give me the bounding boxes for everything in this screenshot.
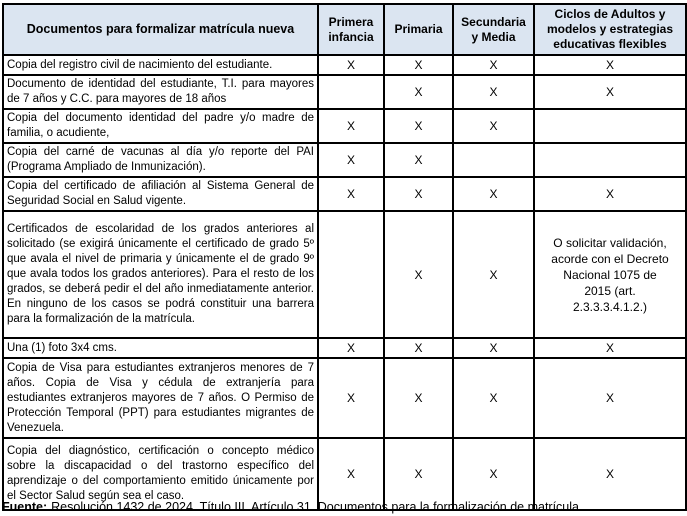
empty-cell xyxy=(534,109,686,143)
check-mark-cell: X xyxy=(384,75,453,109)
document-description-cell: Copia del carné de vacunas al día y/o reporte del PAI (Programa Ampliado de Inmunización). xyxy=(3,143,318,177)
check-mark-cell: X xyxy=(318,109,384,143)
check-mark-cell: X xyxy=(534,438,686,510)
empty-cell xyxy=(453,143,534,177)
check-mark-cell: X xyxy=(453,358,534,438)
document-description-cell: Copia del certificado de afiliación al Sistema General de Seguridad Social en Salud vigente. xyxy=(3,177,318,211)
document-description-cell: Copia del documento identidad del padre y/o madre de familia, o acudiente, xyxy=(3,109,318,143)
table-row-3 xyxy=(3,109,686,143)
source-label: Fuente: xyxy=(2,500,48,514)
table-row-6 xyxy=(3,211,686,338)
table-row-8 xyxy=(3,358,686,438)
check-mark-cell: X xyxy=(534,55,686,75)
source-text: Resolución 1432 de 2024. Título III. Artículo 31. Documentos para la formalización de matrícula. xyxy=(51,500,583,514)
document-description-cell: Una (1) foto 3x4 cms. xyxy=(3,338,318,358)
table-row-2 xyxy=(3,75,686,109)
table-header-row xyxy=(3,4,686,55)
check-mark-cell: X xyxy=(318,55,384,75)
check-mark-cell: X xyxy=(534,338,686,358)
table-row-4 xyxy=(3,143,686,177)
empty-cell xyxy=(318,75,384,109)
check-mark-cell: X xyxy=(453,177,534,211)
table-body xyxy=(3,55,686,510)
empty-cell xyxy=(534,143,686,177)
check-mark-cell: X xyxy=(534,75,686,109)
check-mark-cell: X xyxy=(453,338,534,358)
check-mark-cell: X xyxy=(453,438,534,510)
document-description-cell: Certificados de escolaridad de los grados anteriores al solicitado (se exigirá únicamente el certificado de grado 5º que avala el nivel de primaria y únicamente el de grado 9º que avala todos los grados anteriores). Para el resto de los grados, se deberá pedir el del año inmediatamente anterior. En ninguno de los casos se podrá constituir una barrera para la formalización de la matrícula. xyxy=(3,211,318,338)
header-level-4: Ciclos de Adultos y modelos y estrategias educativas flexibles xyxy=(534,4,686,55)
document-description-cell: Copia del diagnóstico, certificación o concepto médico sobre la discapacidad o del trastorno específico del aprendizaje o del comportamiento emitido únicamente por el Sector Salud según sea el caso. xyxy=(3,438,318,510)
check-mark-cell: X xyxy=(318,358,384,438)
check-mark-cell: X xyxy=(534,177,686,211)
check-mark-cell: X xyxy=(534,358,686,438)
check-mark-cell: X xyxy=(384,438,453,510)
table-row-5 xyxy=(3,177,686,211)
document-description-cell: Documento de identidad del estudiante, T.I. para mayores de 7 años y C.C. para mayores de 18 años xyxy=(3,75,318,109)
check-mark-cell: X xyxy=(384,143,453,177)
header-level-2: Primaria xyxy=(384,4,453,55)
check-mark-cell: X xyxy=(453,211,534,338)
matricula-documents-table xyxy=(2,3,687,511)
check-mark-cell: X xyxy=(384,338,453,358)
table-row-1 xyxy=(3,55,686,75)
check-mark-cell: X xyxy=(384,211,453,338)
check-mark-cell: X xyxy=(453,55,534,75)
check-mark-cell: X xyxy=(318,438,384,510)
header-level-1: Primera infancia xyxy=(318,4,384,55)
note-cell: O solicitar validación, acorde con el Decreto Nacional 1075 de 2015 (art. 2.3.3.3.4.1.2.) xyxy=(534,211,686,338)
check-mark-cell: X xyxy=(318,177,384,211)
document-description-cell: Copia del registro civil de nacimiento del estudiante. xyxy=(3,55,318,75)
table-row-7 xyxy=(3,338,686,358)
check-mark-cell: X xyxy=(318,143,384,177)
check-mark-cell: X xyxy=(453,109,534,143)
header-level-3: Secundaria y Media xyxy=(453,4,534,55)
empty-cell xyxy=(318,211,384,338)
check-mark-cell: X xyxy=(384,109,453,143)
check-mark-cell: X xyxy=(384,55,453,75)
check-mark-cell: X xyxy=(453,75,534,109)
check-mark-cell: X xyxy=(318,338,384,358)
source-note xyxy=(2,500,582,515)
check-mark-cell: X xyxy=(384,358,453,438)
check-mark-cell: X xyxy=(384,177,453,211)
document-description-cell: Copia de Visa para estudiantes extranjeros menores de 7 años. Copia de Visa y cédula de extranjería para estudiantes extranjeros mayores de 7 años. O Permiso de Protección Temporal (PPT) para estudiantes migrantes de Venezuela. xyxy=(3,358,318,438)
header-documentos: Documentos para formalizar matrícula nueva xyxy=(3,4,318,55)
